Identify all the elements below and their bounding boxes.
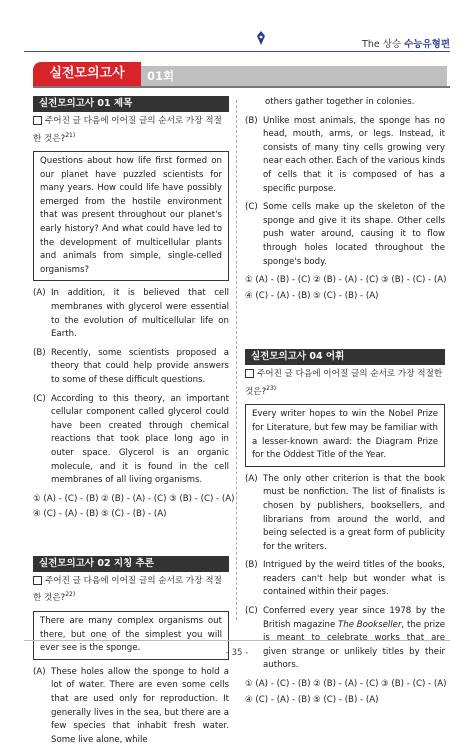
section-heading: 실전모의고사 02 지칭 추론 <box>33 556 229 572</box>
section-heading: 실전모의고사 04 어휘 <box>245 349 445 365</box>
right-column <box>245 96 445 709</box>
question-prompt: 주어진 글 다음에 이어질 글의 순서로 가장 적절한 것은?$^{23)}$ <box>245 369 443 397</box>
section-heading: 실전모의고사 01 제목 <box>33 96 229 112</box>
option-a: (A) These holes allow the sponge to hold a lot of water. There are even some cells that are used only for reproduction. It generally lives in the sea, but there are a few species that inhabit fresh water. Some live alone, while <box>33 666 229 745</box>
title-underline <box>33 86 450 88</box>
footer-divider <box>24 640 450 641</box>
answer-choice[interactable]: ④ (C) - (A) - (B) <box>33 509 99 520</box>
answer-choice[interactable]: ⑤ (C) - (B) - (A) <box>101 509 167 520</box>
question-prompt: 주어진 글 다음에 이어질 글의 순서로 가장 적절한 것은?$^{21)}$ <box>33 116 222 144</box>
answer-choice[interactable]: ② (B) - (A) - (C) <box>313 275 379 286</box>
answer-choice[interactable]: ③ (B) - (C) - (A) <box>381 679 447 690</box>
book-brand <box>362 36 450 50</box>
given-passage: Every writer hopes to win the Nobel Prize for Literature, but few may be familiar with a lesser-known award: the Diagram Prize for the Oddest Title of the Year. <box>245 404 445 466</box>
answer-choices <box>33 493 235 522</box>
option-c: (C) According to this theory, an important cellular component called glycerol could have been created through chemical reactions that took place long ago in outer space. Glycerol is an organic molecule, and it is found in the cell membranes of all living organisms. <box>33 393 229 486</box>
page-number: - 35 - <box>225 648 249 658</box>
option-a-continuation: others gather together in colonies. <box>265 97 415 107</box>
answer-choice[interactable]: ② (B) - (A) - (C) <box>101 493 167 504</box>
option-a: (A) The only other criterion is that the book must be nonfiction. The list of finalists is chosen by publishers, booksellers, and librarians from around the world, and being selected is a great form of publicity for the writers. <box>245 473 445 552</box>
answer-choice[interactable]: ① (A) - (B) - (C) <box>245 275 311 286</box>
answer-choice[interactable]: ④ (C) - (A) - (B) <box>245 290 311 301</box>
answer-choice[interactable]: ③ (B) - (C) - (A) <box>381 275 447 286</box>
answer-choice[interactable]: ② (B) - (A) - (C) <box>313 679 379 690</box>
answer-choice[interactable]: ① (A) - (C) - (B) <box>33 493 99 504</box>
given-passage: There are many complex organisms out there, but one of the simplest you will ever see is the sponge. <box>33 611 229 660</box>
answer-choice[interactable]: ① (A) - (C) - (B) <box>245 679 311 690</box>
answer-choice[interactable]: ⑤ (C) - (B) - (A) <box>313 694 379 705</box>
option-b: (B) Unlike most animals, the sponge has no head, mouth, arms, or legs. Instead, it consists of many tiny cells growing very near each other. Each of the various kinds of cells that it is composed of has a specific purpose. <box>245 115 445 194</box>
answer-choice[interactable]: ③ (B) - (C) - (A) <box>169 493 235 504</box>
column-divider <box>236 100 237 620</box>
option-b: (B) Intrigued by the weird titles of the books, readers can't help but wonder what is contained within their pages. <box>245 560 445 598</box>
checkbox-square-icon <box>33 116 42 125</box>
answer-choices <box>245 274 445 303</box>
given-passage: Questions about how life first formed on our planet have puzzled scientists for many years. How could life have possibly emerged from the hostile environment that was present throughout our planet's early history? And what could have led to the development of multicellular plants and animals from simple, single-celled organisms? <box>33 151 229 281</box>
answer-choice[interactable]: ④ (C) - (A) - (B) <box>245 694 311 705</box>
question-prompt: 주어진 글 다음에 이어질 글의 순서로 가장 적절한 것은?$^{22)}$ <box>33 575 222 604</box>
option-a: (A) In addition, it is believed that cell membranes with glycerol were essential to the evolution of multicellular life on Earth. <box>33 288 229 340</box>
checkbox-square-icon <box>33 576 42 585</box>
option-c: (C) Conferred every year since 1978 by the British magazine The Bookseller, the prize is meant to celebrate works that are given strange or unlikely titles by their authors. <box>245 606 445 671</box>
answer-choice[interactable]: ⑤ (C) - (B) - (A) <box>313 290 379 301</box>
option-c: (C) Some cells make up the skeleton of the sponge and give it its shape. Other cells push water around, causing it to flow through holes located throughout the sponge's body. <box>245 202 445 267</box>
answer-choices <box>245 678 445 707</box>
exam-round: 01회 <box>141 66 447 86</box>
option-b: (B) Recently, some scientists proposed a theory that could help provide answers to some of these difficult questions. <box>33 347 229 385</box>
header-divider <box>24 51 450 52</box>
brand-prefix: The 상승 <box>362 39 402 50</box>
exam-title: 실전모의고사 <box>33 62 141 86</box>
checkbox-square-icon <box>245 369 254 378</box>
brand-accent: 수능유형편 <box>404 39 450 50</box>
pen-nib-icon <box>254 30 268 46</box>
